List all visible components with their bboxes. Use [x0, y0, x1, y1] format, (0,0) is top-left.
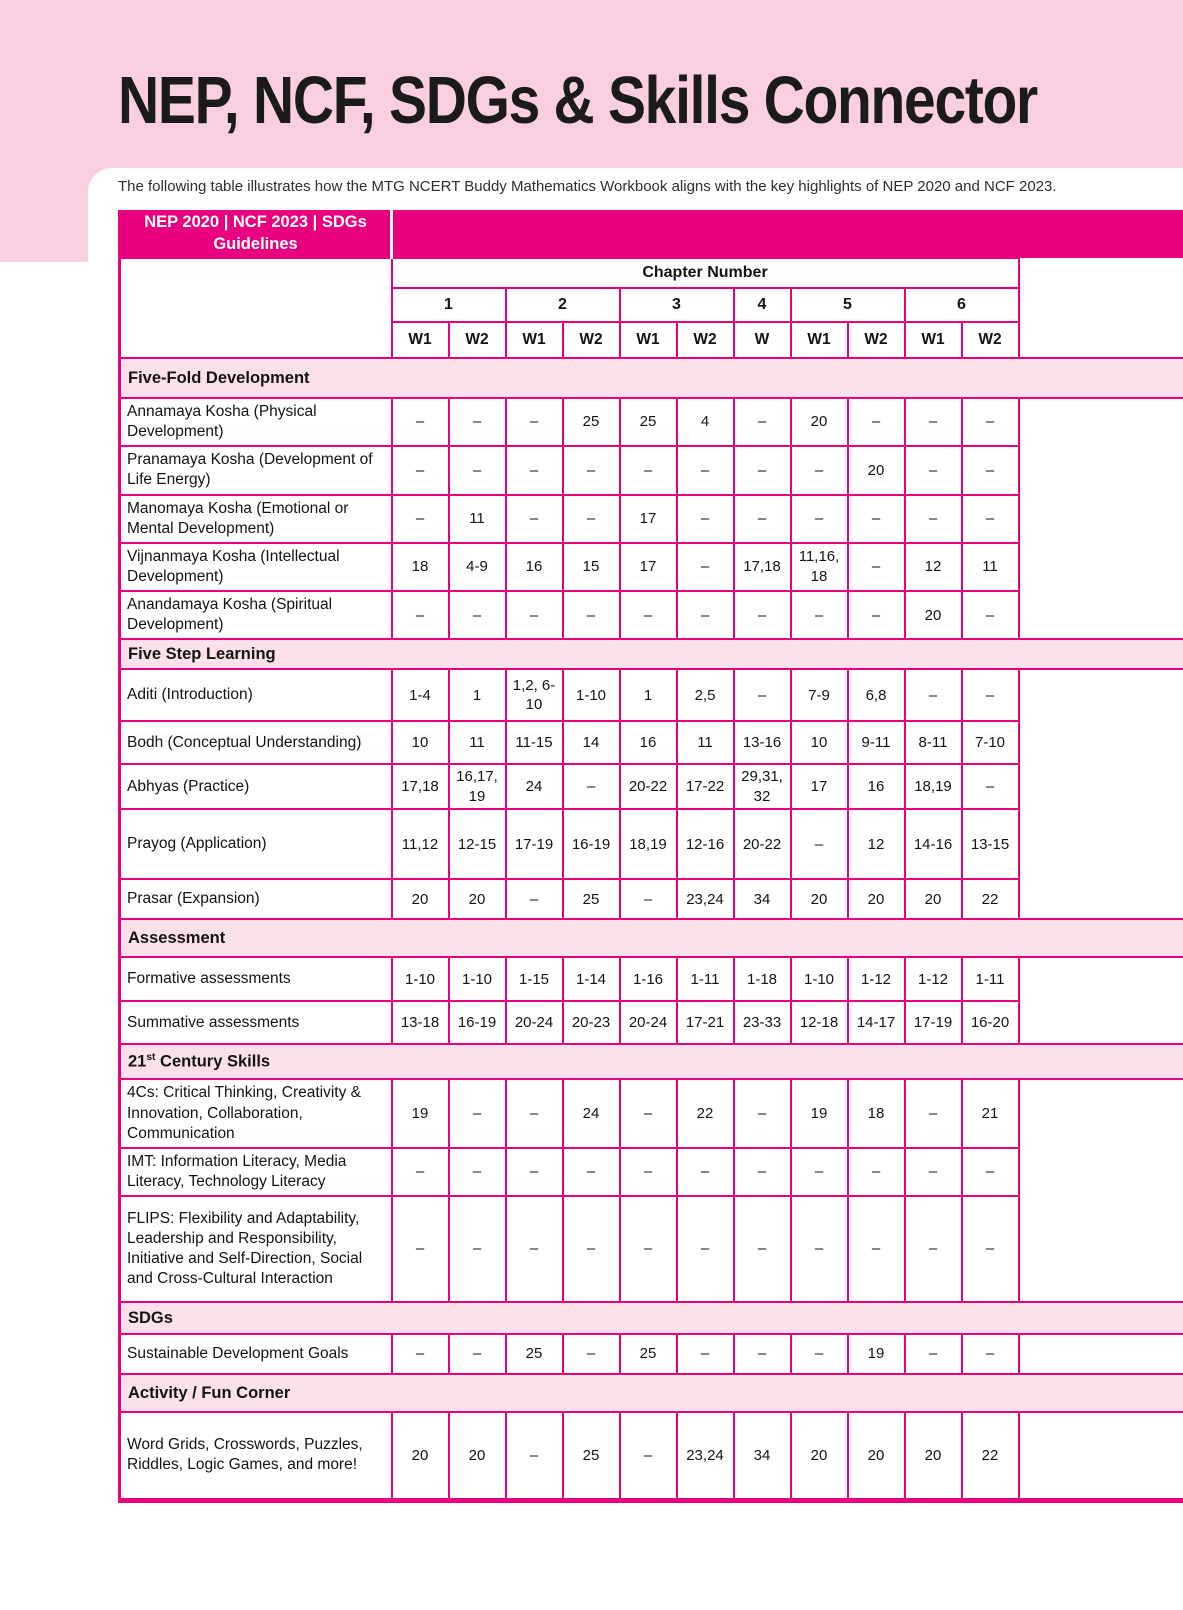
table-cell: –	[563, 446, 620, 494]
table-cell: 17-22	[677, 764, 734, 809]
table-cell: –	[449, 1334, 506, 1374]
table-cell: 10	[791, 721, 848, 764]
table-cell: 19	[392, 1079, 449, 1147]
table-cell: 17-19	[506, 809, 563, 879]
table-cell: 11,12	[392, 809, 449, 879]
table-cell: –	[506, 1079, 563, 1147]
table-cell: 1-4	[392, 669, 449, 721]
table-cell: –	[563, 495, 620, 543]
table-cell: –	[734, 1148, 791, 1196]
table-cell: –	[848, 495, 905, 543]
table-cell: 11	[449, 495, 506, 543]
table-cell: 25	[563, 398, 620, 446]
ghost-column-cell	[1019, 1412, 1183, 1500]
table-cell: 1,2, 6-10	[506, 669, 563, 721]
table-cell: 25	[563, 879, 620, 919]
table-cell: 2,5	[677, 669, 734, 721]
table-cell: –	[449, 1148, 506, 1196]
table-cell: –	[506, 398, 563, 446]
section-band-row	[120, 1302, 1183, 1334]
table-row	[120, 1079, 1183, 1147]
chapter-header: 3	[620, 288, 734, 322]
table-cell: –	[506, 446, 563, 494]
table-cell: 17,18	[392, 764, 449, 809]
table-cell: 1-10	[449, 957, 506, 1001]
table-cell: 13-16	[734, 721, 791, 764]
table-cell: –	[392, 446, 449, 494]
row-label: Pranamaya Kosha (Development of Life Energy)	[120, 446, 392, 494]
week-header: W2	[677, 322, 734, 358]
table-cell: 1-14	[563, 957, 620, 1001]
table-cell: 8-11	[905, 721, 962, 764]
table-cell: 20	[791, 879, 848, 919]
table-cell: –	[506, 879, 563, 919]
table-cell: 1	[449, 669, 506, 721]
table-cell: –	[962, 1196, 1019, 1302]
table-cell: 17	[791, 764, 848, 809]
table-cell: –	[962, 446, 1019, 494]
table-cell: 17-19	[905, 1001, 962, 1044]
table-cell: 18,19	[620, 809, 677, 879]
week-header: W2	[449, 322, 506, 358]
table-row	[120, 1412, 1183, 1500]
table-cell: 22	[677, 1079, 734, 1147]
table-cell: –	[392, 591, 449, 639]
row-label: Annamaya Kosha (Physical Development)	[120, 398, 392, 446]
table-cell: 34	[734, 879, 791, 919]
table-cell: –	[905, 1148, 962, 1196]
table-cell: –	[677, 1148, 734, 1196]
table-cell: –	[734, 1334, 791, 1374]
table-cell: 18,19	[905, 764, 962, 809]
table-cell: –	[962, 495, 1019, 543]
table-cell: –	[905, 1196, 962, 1302]
section-header	[120, 1044, 1183, 1079]
table-cell: 11	[962, 543, 1019, 591]
table-cell: 20-24	[620, 1001, 677, 1044]
table-cell: 1-12	[848, 957, 905, 1001]
table-cell: –	[449, 591, 506, 639]
table-row	[120, 1334, 1183, 1374]
table-cell: 20	[848, 879, 905, 919]
section-band-row	[120, 639, 1183, 669]
table-cell: –	[734, 1079, 791, 1147]
table-cell: –	[392, 1196, 449, 1302]
week-header: W1	[791, 322, 848, 358]
section-band-row	[120, 1374, 1183, 1412]
ghost-column-cell	[1019, 1079, 1183, 1302]
section-header: Five-Fold Development	[120, 358, 1183, 398]
table-cell: 1-15	[506, 957, 563, 1001]
table-cell: –	[962, 591, 1019, 639]
table-cell: 1-10	[563, 669, 620, 721]
table-cell: –	[449, 398, 506, 446]
row-label: Prayog (Application)	[120, 809, 392, 879]
row-label: 4Cs: Critical Thinking, Creativity & Innovation, Collaboration, Communication	[120, 1079, 392, 1147]
table-cell: 1-11	[677, 957, 734, 1001]
table-cell: 14-16	[905, 809, 962, 879]
table-cell: 20	[905, 1412, 962, 1500]
table-cell: –	[962, 669, 1019, 721]
table-cell: –	[962, 1148, 1019, 1196]
table-cell: –	[392, 1334, 449, 1374]
table-cell: –	[677, 591, 734, 639]
page-title: NEP, NCF, SDGs & Skills Connector	[118, 63, 1037, 138]
row-label: Vijnanmaya Kosha (Intellectual Development)	[120, 543, 392, 591]
table-cell: 17	[620, 543, 677, 591]
table-cell: –	[506, 1148, 563, 1196]
table-cell: 25	[563, 1412, 620, 1500]
table-cell: –	[620, 1079, 677, 1147]
chapter-number-row	[120, 258, 1183, 288]
table-cell: –	[848, 398, 905, 446]
week-header: W2	[563, 322, 620, 358]
table-cell: 1-11	[962, 957, 1019, 1001]
row-label: Summative assessments	[120, 1001, 392, 1044]
table-cell: 1	[620, 669, 677, 721]
table-cell: 20-22	[734, 809, 791, 879]
ghost-column-cell	[1019, 669, 1183, 919]
table-cell: –	[620, 591, 677, 639]
week-header: W2	[962, 322, 1019, 358]
table-cell: –	[449, 446, 506, 494]
table-cell: –	[620, 1196, 677, 1302]
table-cell: –	[734, 669, 791, 721]
table-cell: 11	[449, 721, 506, 764]
table-cell: –	[905, 1079, 962, 1147]
chapter-header: 1	[392, 288, 506, 322]
section-band-row	[120, 358, 1183, 398]
table-cell: –	[905, 669, 962, 721]
table-cell: –	[734, 1196, 791, 1302]
table-cell: –	[677, 1196, 734, 1302]
table-cell: 22	[962, 879, 1019, 919]
table-cell: 17,18	[734, 543, 791, 591]
row-label: FLIPS: Flexibility and Adaptability, Leadership and Responsibility, Initiative and Self-Direction, Social and Cross-Cultural Interaction	[120, 1196, 392, 1302]
table-cell: –	[563, 1148, 620, 1196]
section-band-row	[120, 919, 1183, 957]
table-cell: –	[848, 591, 905, 639]
chapter-header: 4	[734, 288, 791, 322]
table-cell: –	[392, 1148, 449, 1196]
row-label: Sustainable Development Goals	[120, 1334, 392, 1374]
table-cell: 10	[392, 721, 449, 764]
table-cell: 12-16	[677, 809, 734, 879]
table-cell: 19	[848, 1334, 905, 1374]
week-header: W1	[392, 322, 449, 358]
table-cell: 20	[449, 879, 506, 919]
table-cell: –	[620, 446, 677, 494]
section-header: Five Step Learning	[120, 639, 1183, 669]
row-label: Manomaya Kosha (Emotional or Mental Development)	[120, 495, 392, 543]
table-cell: 17	[620, 495, 677, 543]
table-cell: 34	[734, 1412, 791, 1500]
table-cell: 12	[848, 809, 905, 879]
table-header-band	[392, 210, 1183, 258]
chapter-number-header: Chapter Number	[392, 258, 1019, 288]
row-label: Word Grids, Crosswords, Puzzles, Riddles, Logic Games, and more!	[120, 1412, 392, 1500]
row-label: IMT: Information Literacy, Media Literacy, Technology Literacy	[120, 1148, 392, 1196]
section-header: Activity / Fun Corner	[120, 1374, 1183, 1412]
table-row	[120, 669, 1183, 721]
table-cell: 20	[392, 1412, 449, 1500]
table-cell: –	[848, 1196, 905, 1302]
chapter-header: 2	[506, 288, 620, 322]
table-cell: –	[449, 1079, 506, 1147]
row-label: Aditi (Introduction)	[120, 669, 392, 721]
table-cell: 7-10	[962, 721, 1019, 764]
section-header: SDGs	[120, 1302, 1183, 1334]
table-cell: 14-17	[848, 1001, 905, 1044]
table-cell: –	[677, 1334, 734, 1374]
table-cell: –	[962, 1334, 1019, 1374]
section-header: Assessment	[120, 919, 1183, 957]
table-cell: 25	[506, 1334, 563, 1374]
table-cell: 20	[848, 446, 905, 494]
table-cell: 16	[620, 721, 677, 764]
ghost-column-cell	[1019, 258, 1183, 358]
table-cell: 22	[962, 1412, 1019, 1500]
table-cell: 1-10	[791, 957, 848, 1001]
ghost-column-cell	[1019, 1334, 1183, 1374]
table-cell: –	[905, 446, 962, 494]
table-cell: 16,17, 19	[449, 764, 506, 809]
table-cell: –	[905, 1334, 962, 1374]
table-cell: 14	[563, 721, 620, 764]
table-cell: –	[563, 1196, 620, 1302]
row-label: Prasar (Expansion)	[120, 879, 392, 919]
week-header: W2	[848, 322, 905, 358]
table-cell: 9-11	[848, 721, 905, 764]
table-cell: 15	[563, 543, 620, 591]
row-label: Anandamaya Kosha (Spiritual Development)	[120, 591, 392, 639]
table-cell: –	[734, 591, 791, 639]
table-cell: 18	[392, 543, 449, 591]
table-cell: 24	[506, 764, 563, 809]
ghost-column-cell	[1019, 398, 1183, 639]
table-cell: 20	[848, 1412, 905, 1500]
section-band-row	[120, 1044, 1183, 1079]
table-cell: 20	[905, 879, 962, 919]
table-cell: –	[791, 446, 848, 494]
table-cell: 1-18	[734, 957, 791, 1001]
table-cell: 11,16, 18	[791, 543, 848, 591]
table-cell: –	[392, 398, 449, 446]
table-cell: 20-23	[563, 1001, 620, 1044]
header-blank-cell	[120, 258, 392, 358]
table-cell: 7-9	[791, 669, 848, 721]
table-cell: –	[791, 1148, 848, 1196]
section-header-text: Century Skills	[155, 1052, 271, 1071]
table-cell: 16-20	[962, 1001, 1019, 1044]
row-label: Formative assessments	[120, 957, 392, 1001]
table-cell: 1-10	[392, 957, 449, 1001]
table-cell: –	[506, 1196, 563, 1302]
table-cell: 19	[791, 1079, 848, 1147]
table-cell: –	[791, 1196, 848, 1302]
table-row	[120, 398, 1183, 446]
table-cell: 16-19	[449, 1001, 506, 1044]
ghost-column-cell	[1019, 957, 1183, 1044]
table-cell: –	[791, 495, 848, 543]
table-cell: –	[620, 1148, 677, 1196]
chapter-header: 5	[791, 288, 905, 322]
table-cell: 20	[392, 879, 449, 919]
intro-text: The following table illustrates how the MTG NCERT Buddy Mathematics Workbook aligns with the key highlights of NEP 2020 and NCF 2023.	[118, 178, 1057, 195]
table-cell: 23-33	[734, 1001, 791, 1044]
table-cell: –	[962, 764, 1019, 809]
table-cell: –	[620, 879, 677, 919]
table-cell: 11	[677, 721, 734, 764]
table-cell: 17-21	[677, 1001, 734, 1044]
week-header: W	[734, 322, 791, 358]
row-label: Abhyas (Practice)	[120, 764, 392, 809]
table-cell: 20	[905, 591, 962, 639]
table-cell: 12-18	[791, 1001, 848, 1044]
table-cell: 13-15	[962, 809, 1019, 879]
table-cell: –	[620, 1412, 677, 1500]
table-cell: 29,31, 32	[734, 764, 791, 809]
table-cell: 16	[848, 764, 905, 809]
table-cell: –	[734, 446, 791, 494]
table-cell: 20	[791, 398, 848, 446]
week-header: W1	[905, 322, 962, 358]
table-cell: 12-15	[449, 809, 506, 879]
table-cell: –	[791, 591, 848, 639]
table-cell: 16-19	[563, 809, 620, 879]
table-cell: –	[677, 543, 734, 591]
table-row	[120, 957, 1183, 1001]
table-cell: –	[734, 495, 791, 543]
table-cell: –	[848, 543, 905, 591]
table-cell: –	[563, 1334, 620, 1374]
table-cell: –	[506, 495, 563, 543]
table-cell: –	[905, 398, 962, 446]
table-cell: –	[506, 1412, 563, 1500]
table-cell: 21	[962, 1079, 1019, 1147]
week-header: W1	[620, 322, 677, 358]
table-cell: 12	[905, 543, 962, 591]
table-cell: –	[449, 1196, 506, 1302]
table-cell: 20-24	[506, 1001, 563, 1044]
magenta-header-row	[120, 210, 1183, 258]
table-cell: 4-9	[449, 543, 506, 591]
table-cell: 16	[506, 543, 563, 591]
table-cell: –	[677, 495, 734, 543]
table-cell: –	[905, 495, 962, 543]
chapter-header: 6	[905, 288, 1019, 322]
table-cell: –	[506, 591, 563, 639]
table-cell: –	[848, 1148, 905, 1196]
table-cell: –	[791, 1334, 848, 1374]
table-cell: 11-15	[506, 721, 563, 764]
table-cell: –	[791, 809, 848, 879]
section-header-text: st	[146, 1052, 156, 1064]
table-corner-header: NEP 2020 | NCF 2023 | SDGs Guidelines	[120, 210, 392, 258]
table-cell: –	[563, 591, 620, 639]
table-cell: 25	[620, 1334, 677, 1374]
table-cell: –	[962, 398, 1019, 446]
table-cell: 4	[677, 398, 734, 446]
table-cell: –	[677, 446, 734, 494]
table-cell: 20	[791, 1412, 848, 1500]
section-header-text: 21	[128, 1052, 147, 1071]
table-cell: 20	[449, 1412, 506, 1500]
week-header: W1	[506, 322, 563, 358]
table-cell: 23,24	[677, 879, 734, 919]
table-cell: 18	[848, 1079, 905, 1147]
table-cell: 1-12	[905, 957, 962, 1001]
table-cell: 6,8	[848, 669, 905, 721]
table-cell: 25	[620, 398, 677, 446]
table-cell: –	[392, 495, 449, 543]
table-cell: –	[734, 398, 791, 446]
table-cell: 13-18	[392, 1001, 449, 1044]
table-cell: –	[563, 764, 620, 809]
table-cell: 24	[563, 1079, 620, 1147]
row-label: Bodh (Conceptual Understanding)	[120, 721, 392, 764]
alignment-table	[118, 210, 1183, 1503]
table-cell: 20-22	[620, 764, 677, 809]
table-cell: 1-16	[620, 957, 677, 1001]
table-cell: 23,24	[677, 1412, 734, 1500]
